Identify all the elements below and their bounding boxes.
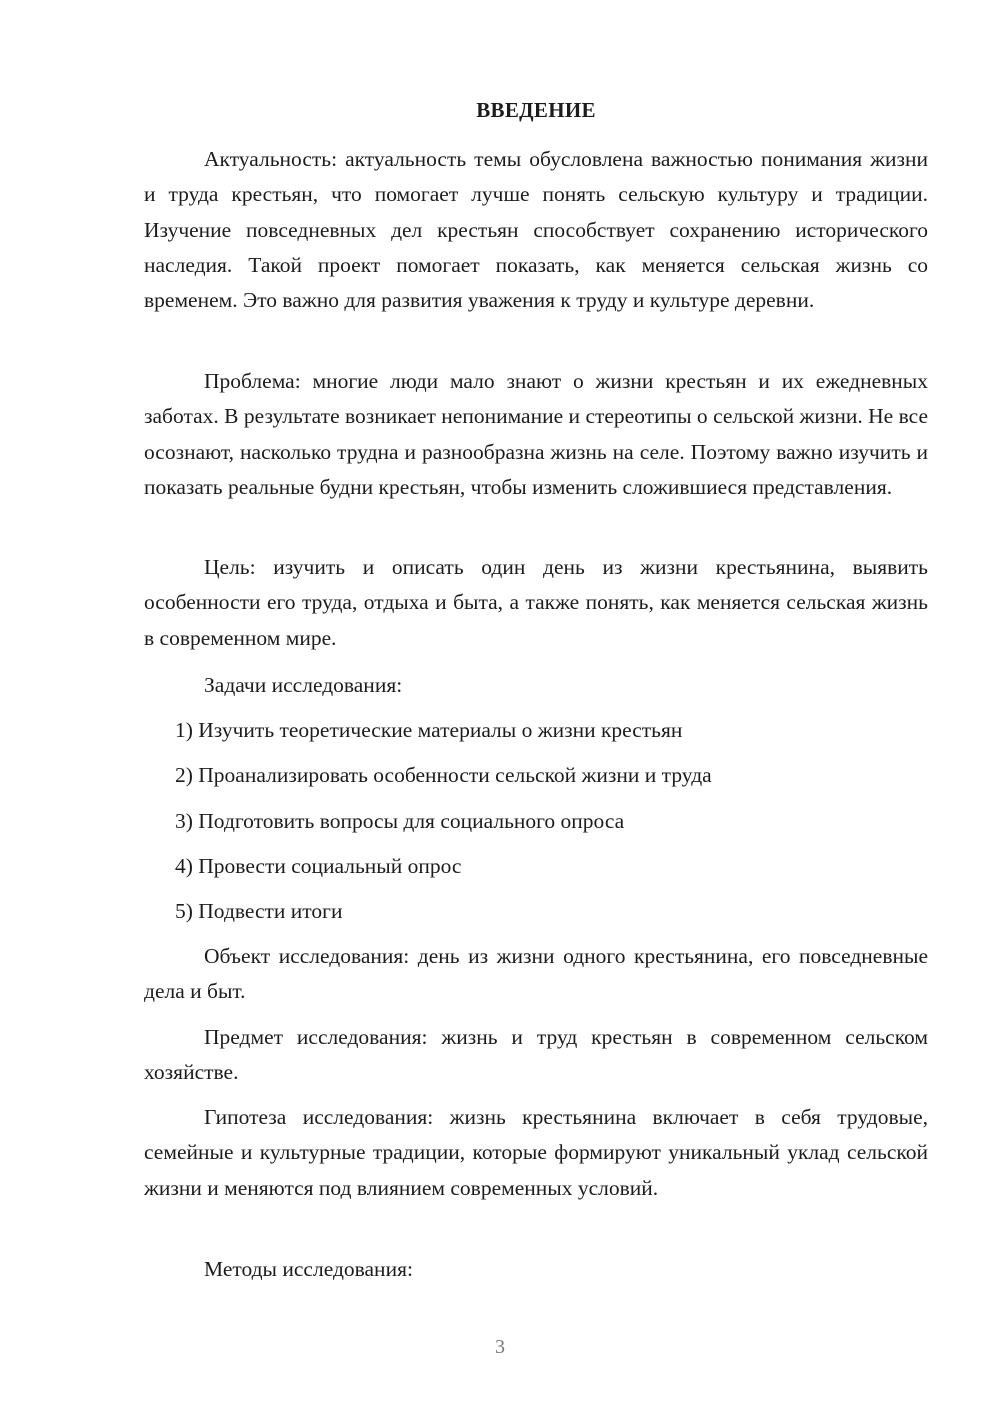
- paragraph-problem: Проблема: многие люди мало знают о жизни крестьян и их ежедневных заботах. В результате возникает непонимание и стереотипы о сельской жизни. Не все осознают, насколько трудна и разнообразна жизнь на селе. Поэтому важно изучить и показать реальные будни крестьян, чтобы изменить сложившиеся представления.: [144, 369, 928, 499]
- task-item: 4) Провести социальный опрос: [175, 854, 462, 878]
- paragraph-subject: Предмет исследования: жизнь и труд крестьян в современном сельском хозяйстве.: [144, 1025, 928, 1085]
- tasks-heading: Задачи исследования:: [204, 673, 403, 697]
- paragraph-goal: Цель: изучить и описать один день из жизни крестьянина, выявить особенности его труда, отдыха и быта, а также понять, как меняется сельская жизнь в современном мире.: [144, 555, 928, 650]
- task-item: 2) Проанализировать особенности сельской жизни и труда: [175, 763, 712, 787]
- paragraph-object: Объект исследования: день из жизни одного крестьянина, его повседневные дела и быт.: [144, 944, 928, 1004]
- task-item: 1) Изучить теоретические материалы о жизни крестьян: [175, 718, 683, 742]
- task-item: 3) Подготовить вопросы для социального опроса: [175, 809, 625, 833]
- section-heading: ВВЕДЕНИЕ: [476, 98, 596, 122]
- paragraph-hypothesis: Гипотеза исследования: жизнь крестьянина включает в себя трудовые, семейные и культурные традиции, которые формируют уникальный уклад сельской жизни и меняются под влиянием современных условий.: [144, 1105, 928, 1200]
- page-number: 3: [495, 1336, 505, 1358]
- methods-heading: Методы исследования:: [204, 1257, 413, 1281]
- paragraph-relevance: Актуальность: актуальность темы обусловлена важностью понимания жизни и труда крестьян, что помогает лучше понять сельскую культуру и традиции. Изучение повседневных дел крестьян способствует сохранению исторического наследия. Такой проект помогает показать, как меняется сельская жизнь со временем. Это важно для развития уважения к труду и культуре деревни.: [144, 147, 928, 313]
- task-item: 5) Подвести итоги: [175, 899, 343, 923]
